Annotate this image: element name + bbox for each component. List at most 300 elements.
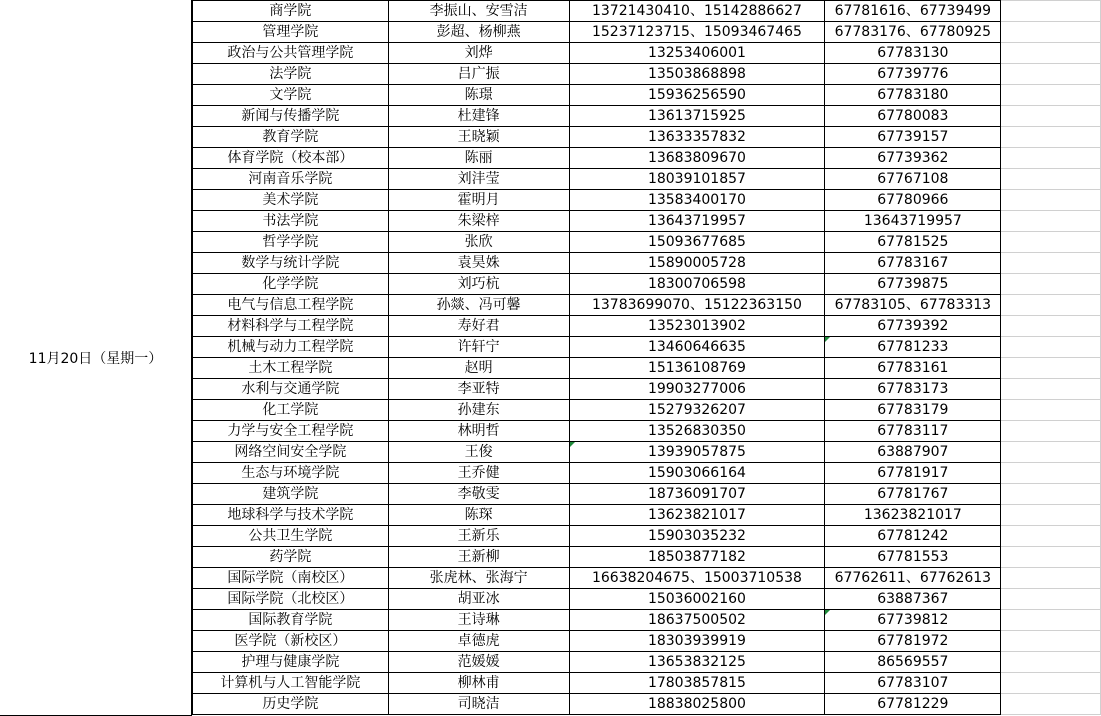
contact-cell[interactable] xyxy=(388,694,569,715)
table-row xyxy=(193,463,1101,484)
contact-text: 霍明月 xyxy=(457,192,500,208)
mobile-cell[interactable] xyxy=(569,1,825,22)
college-text: 国际教育学院 xyxy=(248,612,333,628)
mobile-cell[interactable] xyxy=(569,274,825,295)
office-cell[interactable] xyxy=(825,484,1001,505)
mobile-text: 18736091707 xyxy=(647,486,746,502)
contact-text: 张虎林、张海宁 xyxy=(429,570,528,586)
college-text: 计算机与人工智能学院 xyxy=(220,675,361,691)
contact-cell[interactable] xyxy=(388,589,569,610)
contact-text: 李敬雯 xyxy=(457,486,500,502)
empty-cell[interactable] xyxy=(1001,127,1101,148)
error-indicator-icon xyxy=(825,337,830,342)
error-indicator-icon xyxy=(825,610,830,615)
contact-cell[interactable] xyxy=(388,610,569,631)
table-row xyxy=(193,610,1101,631)
date-merged-cell[interactable] xyxy=(0,0,192,716)
mobile-cell[interactable] xyxy=(569,148,825,169)
mobile-cell[interactable] xyxy=(569,484,825,505)
office-cell[interactable] xyxy=(825,274,1001,295)
contact-cell[interactable] xyxy=(388,484,569,505)
contact-text: 朱梁梓 xyxy=(457,213,500,229)
office-text: 67783130 xyxy=(877,45,949,61)
college-text: 新闻与传播学院 xyxy=(241,108,340,124)
college-cell[interactable] xyxy=(193,1,389,22)
table-row xyxy=(193,673,1101,694)
college-cell[interactable] xyxy=(193,169,389,190)
mobile-text: 13460646635 xyxy=(647,339,746,355)
table-row xyxy=(193,400,1101,421)
table-row xyxy=(193,127,1101,148)
contact-cell[interactable] xyxy=(388,43,569,64)
contact-text: 吕广振 xyxy=(457,66,500,82)
college-cell[interactable] xyxy=(193,631,389,652)
empty-cell[interactable] xyxy=(1001,295,1101,316)
table-row xyxy=(193,568,1101,589)
table-row xyxy=(193,148,1101,169)
college-cell[interactable] xyxy=(193,148,389,169)
office-cell[interactable] xyxy=(825,379,1001,400)
college-text: 药学院 xyxy=(269,549,312,565)
office-cell[interactable] xyxy=(825,148,1001,169)
office-text: 13643719957 xyxy=(863,213,962,229)
mobile-cell[interactable] xyxy=(569,295,825,316)
contact-text: 柳林甫 xyxy=(457,675,500,691)
office-cell[interactable] xyxy=(825,22,1001,43)
mobile-text: 13523013902 xyxy=(647,318,746,334)
mobile-cell[interactable] xyxy=(569,568,825,589)
office-cell[interactable] xyxy=(825,1,1001,22)
office-text: 67783173 xyxy=(877,381,949,397)
mobile-text: 13653832125 xyxy=(647,654,746,670)
office-text: 67739157 xyxy=(877,129,949,145)
college-text: 化学学院 xyxy=(262,276,319,292)
office-text: 67783167 xyxy=(877,255,949,271)
college-cell[interactable] xyxy=(193,337,389,358)
contact-text: 卓德虎 xyxy=(457,633,500,649)
contact-cell[interactable] xyxy=(388,358,569,379)
contact-text: 王乔健 xyxy=(457,465,500,481)
table-row xyxy=(193,1,1101,22)
table-row xyxy=(193,64,1101,85)
college-text: 文学院 xyxy=(269,87,312,103)
table-row xyxy=(193,106,1101,127)
mobile-cell[interactable] xyxy=(569,442,825,463)
office-text: 67783107 xyxy=(877,675,949,691)
college-text: 地球科学与技术学院 xyxy=(227,507,354,523)
contact-text: 林明哲 xyxy=(457,423,500,439)
contact-cell[interactable] xyxy=(388,379,569,400)
contact-cell[interactable] xyxy=(388,631,569,652)
college-cell[interactable] xyxy=(193,400,389,421)
contact-cell[interactable] xyxy=(388,295,569,316)
mobile-cell[interactable] xyxy=(569,85,825,106)
office-cell[interactable] xyxy=(825,421,1001,442)
office-cell[interactable] xyxy=(825,316,1001,337)
office-cell[interactable] xyxy=(825,589,1001,610)
table-row xyxy=(193,484,1101,505)
mobile-text: 15903035232 xyxy=(647,528,746,544)
empty-cell[interactable] xyxy=(1001,43,1101,64)
table-area xyxy=(192,0,1101,716)
mobile-cell[interactable] xyxy=(569,64,825,85)
contact-cell[interactable] xyxy=(388,64,569,85)
college-text: 医学院（新校区） xyxy=(234,633,347,649)
college-text: 化工学院 xyxy=(262,402,319,418)
mobile-text: 13253406001 xyxy=(647,45,746,61)
contact-text: 杜建锋 xyxy=(457,108,500,124)
office-cell[interactable] xyxy=(825,169,1001,190)
empty-cell[interactable] xyxy=(1001,505,1101,526)
college-cell[interactable] xyxy=(193,22,389,43)
college-cell[interactable] xyxy=(193,127,389,148)
mobile-text: 13721430410、15142886627 xyxy=(591,3,802,19)
contact-cell[interactable] xyxy=(388,400,569,421)
office-cell[interactable] xyxy=(825,295,1001,316)
empty-cell[interactable] xyxy=(1001,148,1101,169)
college-cell[interactable] xyxy=(193,484,389,505)
office-cell[interactable] xyxy=(825,64,1001,85)
office-cell[interactable] xyxy=(825,337,1001,358)
mobile-text: 18303939919 xyxy=(647,633,746,649)
college-text: 护理与健康学院 xyxy=(241,654,340,670)
mobile-text: 15903066164 xyxy=(647,465,746,481)
table-row xyxy=(193,232,1101,253)
mobile-text: 13623821017 xyxy=(647,507,746,523)
table-row xyxy=(193,295,1101,316)
empty-cell[interactable] xyxy=(1001,1,1101,22)
office-text: 67783105、67783313 xyxy=(834,297,992,313)
mobile-text: 13683809670 xyxy=(647,150,746,166)
office-cell[interactable] xyxy=(825,442,1001,463)
table-row xyxy=(193,694,1101,715)
college-text: 法学院 xyxy=(269,66,312,82)
empty-cell[interactable] xyxy=(1001,22,1101,43)
empty-cell[interactable] xyxy=(1001,526,1101,547)
empty-cell[interactable] xyxy=(1001,337,1101,358)
empty-cell[interactable] xyxy=(1001,589,1101,610)
contact-cell[interactable] xyxy=(388,274,569,295)
empty-cell[interactable] xyxy=(1001,316,1101,337)
college-cell[interactable] xyxy=(193,547,389,568)
college-cell[interactable] xyxy=(193,463,389,484)
office-cell[interactable] xyxy=(825,253,1001,274)
contact-text: 张欣 xyxy=(464,234,493,250)
college-text: 体育学院（校本部） xyxy=(227,150,354,166)
office-cell[interactable] xyxy=(825,400,1001,421)
empty-cell[interactable] xyxy=(1001,190,1101,211)
college-text: 国际学院（南校区） xyxy=(227,570,354,586)
office-text: 67739875 xyxy=(877,276,949,292)
office-text: 67767108 xyxy=(877,171,949,187)
office-text: 67781229 xyxy=(877,696,949,712)
mobile-cell[interactable] xyxy=(569,232,825,253)
contact-text: 陈琛 xyxy=(464,507,493,523)
college-cell[interactable] xyxy=(193,43,389,64)
empty-cell[interactable] xyxy=(1001,421,1101,442)
office-text: 63887907 xyxy=(877,444,949,460)
empty-cell[interactable] xyxy=(1001,442,1101,463)
mobile-text: 13613715925 xyxy=(647,108,746,124)
contact-cell[interactable] xyxy=(388,442,569,463)
empty-cell[interactable] xyxy=(1001,358,1101,379)
college-text: 土木工程学院 xyxy=(248,360,333,376)
contact-cell[interactable] xyxy=(388,253,569,274)
contact-cell[interactable] xyxy=(388,127,569,148)
contact-text: 王晓颖 xyxy=(457,129,500,145)
office-cell[interactable] xyxy=(825,127,1001,148)
mobile-cell[interactable] xyxy=(569,694,825,715)
table-row xyxy=(193,589,1101,610)
college-cell[interactable] xyxy=(193,589,389,610)
office-text: 63887367 xyxy=(877,591,949,607)
office-cell[interactable] xyxy=(825,547,1001,568)
date-label: 11月20日（星期一） xyxy=(28,351,163,367)
contact-cell[interactable] xyxy=(388,673,569,694)
mobile-cell[interactable] xyxy=(569,463,825,484)
empty-cell[interactable] xyxy=(1001,484,1101,505)
empty-cell[interactable] xyxy=(1001,463,1101,484)
mobile-text: 15890005728 xyxy=(647,255,746,271)
contact-cell[interactable] xyxy=(388,169,569,190)
office-text: 67739362 xyxy=(877,150,949,166)
mobile-cell[interactable] xyxy=(569,589,825,610)
college-text: 商学院 xyxy=(269,3,312,19)
contact-cell[interactable] xyxy=(388,106,569,127)
college-cell[interactable] xyxy=(193,505,389,526)
office-cell[interactable] xyxy=(825,631,1001,652)
office-cell[interactable] xyxy=(825,463,1001,484)
mobile-cell[interactable] xyxy=(569,652,825,673)
empty-cell[interactable] xyxy=(1001,85,1101,106)
office-cell[interactable] xyxy=(825,190,1001,211)
mobile-text: 18300706598 xyxy=(647,276,746,292)
college-cell[interactable] xyxy=(193,274,389,295)
mobile-cell[interactable] xyxy=(569,421,825,442)
contact-cell[interactable] xyxy=(388,1,569,22)
mobile-cell[interactable] xyxy=(569,358,825,379)
table-row xyxy=(193,316,1101,337)
mobile-cell[interactable] xyxy=(569,526,825,547)
contact-cell[interactable] xyxy=(388,568,569,589)
contact-cell[interactable] xyxy=(388,463,569,484)
mobile-cell[interactable] xyxy=(569,211,825,232)
office-text: 67783180 xyxy=(877,87,949,103)
empty-cell[interactable] xyxy=(1001,169,1101,190)
college-text: 历史学院 xyxy=(262,696,319,712)
college-cell[interactable] xyxy=(193,421,389,442)
college-text: 书法学院 xyxy=(262,213,319,229)
contact-cell[interactable] xyxy=(388,547,569,568)
contact-cell[interactable] xyxy=(388,316,569,337)
college-cell[interactable] xyxy=(193,64,389,85)
contact-table xyxy=(192,0,1101,715)
table-row xyxy=(193,442,1101,463)
office-text: 67739812 xyxy=(877,612,949,628)
contact-cell[interactable] xyxy=(388,652,569,673)
college-cell[interactable] xyxy=(193,568,389,589)
empty-cell[interactable] xyxy=(1001,673,1101,694)
office-text: 67781616、67739499 xyxy=(834,3,992,19)
mobile-cell[interactable] xyxy=(569,379,825,400)
office-text: 67739392 xyxy=(877,318,949,334)
table-row xyxy=(193,274,1101,295)
mobile-text: 15279326207 xyxy=(647,402,746,418)
mobile-cell[interactable] xyxy=(569,316,825,337)
college-text: 网络空间安全学院 xyxy=(234,444,347,460)
empty-cell[interactable] xyxy=(1001,232,1101,253)
college-cell[interactable] xyxy=(193,379,389,400)
office-text: 67783176、67780925 xyxy=(834,24,992,40)
office-cell[interactable] xyxy=(825,673,1001,694)
contact-text: 彭超、杨柳燕 xyxy=(436,24,521,40)
table-row xyxy=(193,43,1101,64)
contact-cell[interactable] xyxy=(388,22,569,43)
college-cell[interactable] xyxy=(193,211,389,232)
contact-cell[interactable] xyxy=(388,505,569,526)
mobile-cell[interactable] xyxy=(569,631,825,652)
office-text: 67783161 xyxy=(877,360,949,376)
college-cell[interactable] xyxy=(193,85,389,106)
mobile-text: 15136108769 xyxy=(647,360,746,376)
contact-cell[interactable] xyxy=(388,85,569,106)
office-cell[interactable] xyxy=(825,232,1001,253)
empty-cell[interactable] xyxy=(1001,568,1101,589)
college-cell[interactable] xyxy=(193,316,389,337)
empty-cell[interactable] xyxy=(1001,211,1101,232)
office-cell[interactable] xyxy=(825,106,1001,127)
office-text: 67781233 xyxy=(877,339,949,355)
mobile-cell[interactable] xyxy=(569,610,825,631)
college-cell[interactable] xyxy=(193,526,389,547)
table-row xyxy=(193,85,1101,106)
contact-cell[interactable] xyxy=(388,232,569,253)
college-text: 管理学院 xyxy=(262,24,319,40)
college-cell[interactable] xyxy=(193,358,389,379)
contact-cell[interactable] xyxy=(388,421,569,442)
table-row xyxy=(193,379,1101,400)
mobile-cell[interactable] xyxy=(569,400,825,421)
mobile-cell[interactable] xyxy=(569,190,825,211)
empty-cell[interactable] xyxy=(1001,610,1101,631)
mobile-text: 13939057875 xyxy=(647,444,746,460)
college-cell[interactable] xyxy=(193,652,389,673)
contact-text: 王诗琳 xyxy=(457,612,500,628)
empty-cell[interactable] xyxy=(1001,400,1101,421)
office-text: 67780083 xyxy=(877,108,949,124)
table-row xyxy=(193,22,1101,43)
college-cell[interactable] xyxy=(193,694,389,715)
contact-text: 孙燚、冯可馨 xyxy=(436,297,521,313)
mobile-cell[interactable] xyxy=(569,253,825,274)
office-cell[interactable] xyxy=(825,85,1001,106)
empty-cell[interactable] xyxy=(1001,274,1101,295)
contact-text: 刘烨 xyxy=(464,45,493,61)
contact-text: 李振山、安雪洁 xyxy=(429,3,528,19)
college-cell[interactable] xyxy=(193,610,389,631)
mobile-cell[interactable] xyxy=(569,106,825,127)
college-text: 哲学学院 xyxy=(262,234,319,250)
college-text: 教育学院 xyxy=(262,129,319,145)
college-cell[interactable] xyxy=(193,442,389,463)
college-cell[interactable] xyxy=(193,295,389,316)
mobile-text: 15936256590 xyxy=(647,87,746,103)
contact-text: 孙建东 xyxy=(457,402,500,418)
office-cell[interactable] xyxy=(825,505,1001,526)
mobile-cell[interactable] xyxy=(569,673,825,694)
office-cell[interactable] xyxy=(825,358,1001,379)
mobile-text: 15036002160 xyxy=(647,591,746,607)
table-row xyxy=(193,211,1101,232)
office-cell[interactable] xyxy=(825,43,1001,64)
contact-cell[interactable] xyxy=(388,337,569,358)
college-cell[interactable] xyxy=(193,673,389,694)
empty-cell[interactable] xyxy=(1001,547,1101,568)
contact-text: 许轩宁 xyxy=(457,339,500,355)
empty-cell[interactable] xyxy=(1001,64,1101,85)
office-text: 67739776 xyxy=(877,66,949,82)
empty-cell[interactable] xyxy=(1001,253,1101,274)
empty-cell[interactable] xyxy=(1001,379,1101,400)
office-text: 67781242 xyxy=(877,528,949,544)
college-cell[interactable] xyxy=(193,232,389,253)
mobile-cell[interactable] xyxy=(569,169,825,190)
college-text: 数学与统计学院 xyxy=(241,255,340,271)
contact-text: 李亚特 xyxy=(457,381,500,397)
office-cell[interactable] xyxy=(825,526,1001,547)
empty-cell[interactable] xyxy=(1001,106,1101,127)
contact-cell[interactable] xyxy=(388,190,569,211)
college-text: 水利与交通学院 xyxy=(241,381,340,397)
mobile-cell[interactable] xyxy=(569,547,825,568)
contact-cell[interactable] xyxy=(388,148,569,169)
contact-cell[interactable] xyxy=(388,211,569,232)
office-cell[interactable] xyxy=(825,211,1001,232)
college-cell[interactable] xyxy=(193,106,389,127)
mobile-text: 17803857815 xyxy=(647,675,746,691)
office-cell[interactable] xyxy=(825,652,1001,673)
mobile-cell[interactable] xyxy=(569,43,825,64)
empty-cell[interactable] xyxy=(1001,652,1101,673)
mobile-cell[interactable] xyxy=(569,505,825,526)
contact-text: 寿好君 xyxy=(457,318,500,334)
table-row xyxy=(193,421,1101,442)
contact-text: 王新乐 xyxy=(457,528,500,544)
college-cell[interactable] xyxy=(193,190,389,211)
office-cell[interactable] xyxy=(825,694,1001,715)
contact-text: 陈丽 xyxy=(464,150,493,166)
error-indicator-icon xyxy=(570,442,575,447)
mobile-text: 18838025800 xyxy=(647,696,746,712)
college-cell[interactable] xyxy=(193,253,389,274)
mobile-cell[interactable] xyxy=(569,337,825,358)
office-cell[interactable] xyxy=(825,610,1001,631)
college-text: 公共卫生学院 xyxy=(248,528,333,544)
contact-cell[interactable] xyxy=(388,526,569,547)
mobile-cell[interactable] xyxy=(569,22,825,43)
table-row xyxy=(193,337,1101,358)
empty-cell[interactable] xyxy=(1001,631,1101,652)
office-text: 67783179 xyxy=(877,402,949,418)
office-cell[interactable] xyxy=(825,568,1001,589)
contact-text: 刘巧杭 xyxy=(457,276,500,292)
table-row xyxy=(193,358,1101,379)
office-text: 67781525 xyxy=(877,234,949,250)
college-text: 力学与安全工程学院 xyxy=(227,423,354,439)
empty-cell[interactable] xyxy=(1001,694,1101,715)
college-text: 河南音乐学院 xyxy=(248,171,333,187)
mobile-cell[interactable] xyxy=(569,127,825,148)
